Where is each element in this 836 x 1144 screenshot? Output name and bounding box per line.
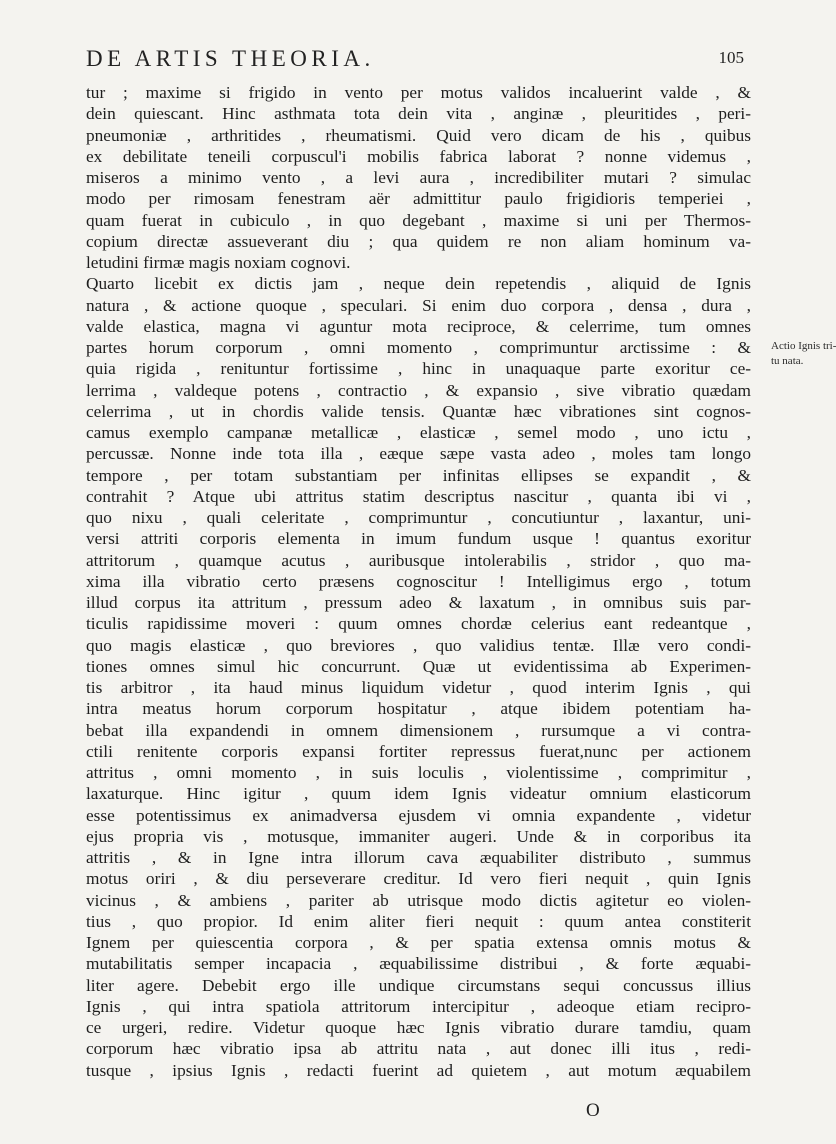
text-line: liter agere. Debebit ergo ille undique circumstans sequi concussus illius	[86, 975, 751, 995]
text-line: ticulis rapidissime moveri : quum omnes chordæ celerius eant redeantque ,	[86, 614, 751, 634]
text-line: bebat illa expandendi in omnem dimensionem , rursumque a vi contra-	[86, 720, 751, 740]
body-text	[86, 82, 751, 1081]
text-line: corporum hæc vibratio ipsa ab attritu nata , aut donec illi itus , redi-	[86, 1039, 751, 1059]
text-line: ejus propria vis , motusque, immaniter augeri. Unde & in corporibus ita	[86, 826, 751, 846]
text-line: ctili renitente corporis expansi fortiter repressus fuerat,nunc per actionem	[86, 741, 751, 761]
text-line: tur ; maxime si frigido in vento per motus validos incaluerint valde , &	[86, 83, 751, 102]
margin-note-line: tu nata.	[771, 355, 804, 367]
text-line: quo magis elasticæ , quo breviores , quo validius tentæ. Illæ vero condi-	[86, 635, 751, 655]
text-line: vicinus , & ambiens , pariter ab utrisque modo dictis agitetur eo violen-	[86, 890, 751, 910]
page-number: 105	[718, 48, 744, 67]
text-line: motus oriri , & diu perseverare creditur. Id vero fieri nequit , quin Ignis	[86, 869, 751, 889]
text-line: contrahit ? Atque ubi attritus statim descriptus nascitur , quanta ibi vi ,	[86, 486, 751, 506]
text-line: quam fuerat in cubiculo , in quo degebant , maxime si uni per Thermos-	[86, 210, 751, 230]
text-line: illud corpus ita attritum , pressum adeo & laxatum , in omnibus suis par-	[86, 593, 751, 612]
text-line: miseros a minimo vento , a levi aura , incredibiliter mutari ? simulac	[86, 168, 751, 187]
margin-note-line: Actio Ignis tri-	[771, 340, 836, 352]
margin-note	[771, 339, 836, 369]
text-line: Quarto licebit ex dictis jam , neque dein repetendis , aliquid de Ignis	[86, 274, 751, 294]
text-line: attritis , & in Igne intra illorum cava æquabiliter distributo , summus	[86, 848, 751, 867]
text-line: copium directæ assueverant diu ; qua quidem re non aliam hominum va-	[86, 231, 751, 251]
text-line: versi attriti corporis elementa in imum fundum usque ! quantus exoritur	[86, 529, 751, 549]
text-line: modo per rimosam fenestram aër admittitur paulo frigidioris temperiei ,	[86, 189, 751, 209]
text-line: valde elastica, magna vi aguntur mota reciproce, & celerrime, tum omnes	[86, 316, 751, 336]
text-line: natura , & actione quoque , speculari. Si enim duo corpora , densa , dura ,	[86, 295, 751, 315]
text-line: tusque , ipsius Ignis , redacti fuerint ad quietem , aut motum æquabilem	[86, 1060, 751, 1080]
text-line: mutabilitatis semper incapacia , æquabilissime distribui , & forte æquabi-	[86, 954, 751, 974]
text-line: attritorum , quamque acutus , auribusque intolerabilis , stridor , quo ma-	[86, 550, 751, 570]
text-line: dein quiescant. Hinc asthmata tota dein vita , anginæ , pleuritides , peri-	[86, 104, 751, 124]
text-line: attritus , omni momento , in suis loculis , violentissime , comprimitur ,	[86, 763, 751, 782]
text-line: tempore , per totam substantiam per infinitas ellipses se expandit , &	[86, 465, 751, 485]
text-line: esse potentissimus ex animadversa ejusdem vi omnia expandente , videtur	[86, 805, 751, 825]
text-line: celerrima , ut in chordis valide tensis. Quantæ hæc vibrationes sint cognos-	[86, 401, 751, 421]
text-line: camus exemplo campanæ metallicæ , elasticæ , semel modo , uno ictu ,	[86, 423, 751, 442]
text-line: Ignem per quiescentia corpora , & per spatia extensa omnis motus &	[86, 933, 751, 952]
text-line: quia rigida , renituntur fortissime , hinc in unaquaque parte exoritur ce-	[86, 359, 751, 379]
text-line: xima illa vibratio certo præsens cognoscitur ! Intelligimus ergo , totum	[86, 571, 751, 591]
text-line: partes horum corporum , omni momento , comprimuntur arctissime : &	[86, 338, 751, 357]
text-line: pneumoniæ , arthritides , rheumatismi. Quid vero dicam de his , quibus	[86, 125, 751, 145]
text-line: laxaturque. Hinc igitur , quum idem Ignis videatur omnium elasticorum	[86, 784, 751, 804]
text-line: ce urgeri, redire. Videtur quoque hæc Ignis vibratio durare tamdiu, quam	[86, 1018, 751, 1037]
running-head: DE ARTIS THEORIA.	[86, 46, 375, 71]
text-line: lerrima , valdeque potens , contractio , & expansio , sive vibratio quædam	[86, 380, 751, 400]
text-line: quo nixu , quali celeritate , comprimuntur , concutiuntur , laxantur, uni-	[86, 508, 751, 527]
text-line: intra meatus horum corporum hospitatur , atque ibidem potentiam ha-	[86, 699, 751, 719]
text-line: tiones omnes simul hic concurrunt. Quæ ut evidentissima ab Experimen-	[86, 656, 751, 676]
text-line: percussæ. Nonne inde tota illa , eæque sæpe vasta adeo , moles tam longo	[86, 444, 751, 464]
signature-mark: O	[586, 1100, 600, 1121]
text-line: ex debilitate teneili corpuscul'i mobilis fabrica laborat ? nonne videmus ,	[86, 146, 751, 166]
text-line: tius , quo propior. Id enim aliter fieri nequit : quum antea constiterit	[86, 911, 751, 931]
page-header	[86, 46, 744, 82]
text-line: letudini firmæ magis noxiam cognovi.	[86, 253, 351, 272]
text-line: tis arbitror , ita haud minus liquidum videtur , quod interim Ignis , qui	[86, 678, 751, 697]
text-line: Ignis , qui intra spatiola attritorum intercipitur , adeoque etiam recipro-	[86, 996, 751, 1016]
